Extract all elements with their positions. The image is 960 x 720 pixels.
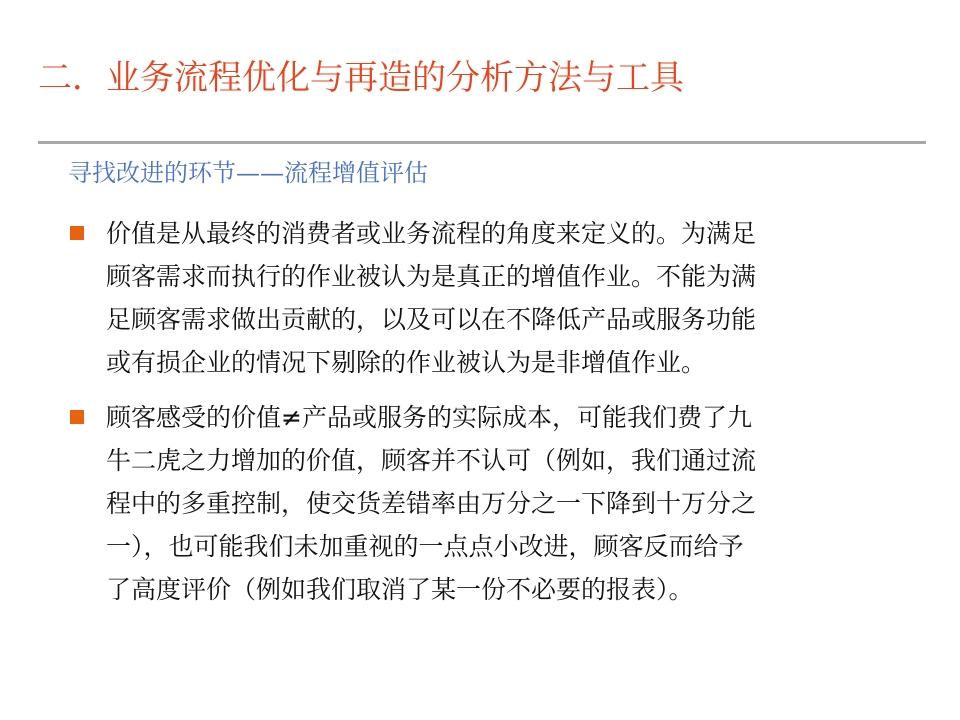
title-divider [38, 141, 926, 144]
square-bullet-icon [70, 410, 84, 424]
slide-title: 二．业务流程优化与再造的分析方法与工具 [38, 58, 684, 98]
slide-subtitle: 寻找改进的环节——流程增值评估 [68, 159, 428, 187]
bullet-text: 顾客感受的价值≠产品或服务的实际成本，可能我们费了九 牛二虎之力增加的价值，顾客并不认可（例如，我们通过流 程中的多重控制，使交货差错率由万分之一下降到十万分之 一），也可能我们未加重视的一点点小改进，顾客反而给予 了高度评价（例如我们取消了某一份不必要的报表）。 [106, 403, 757, 604]
bullet-item [68, 396, 878, 616]
square-bullet-icon [70, 226, 84, 240]
bullet-text: 价值是从最终的消费者或业务流程的角度来定义的。为满足 顾客需求而执行的作业被认为是真正的增值作业。不能为满 足顾客需求做出贡献的，以及可以在不降低产品或服务功能 或有损企业的情况下剔除的作业被认为是非增值作业。 [106, 219, 757, 377]
bullet-item [68, 212, 878, 392]
